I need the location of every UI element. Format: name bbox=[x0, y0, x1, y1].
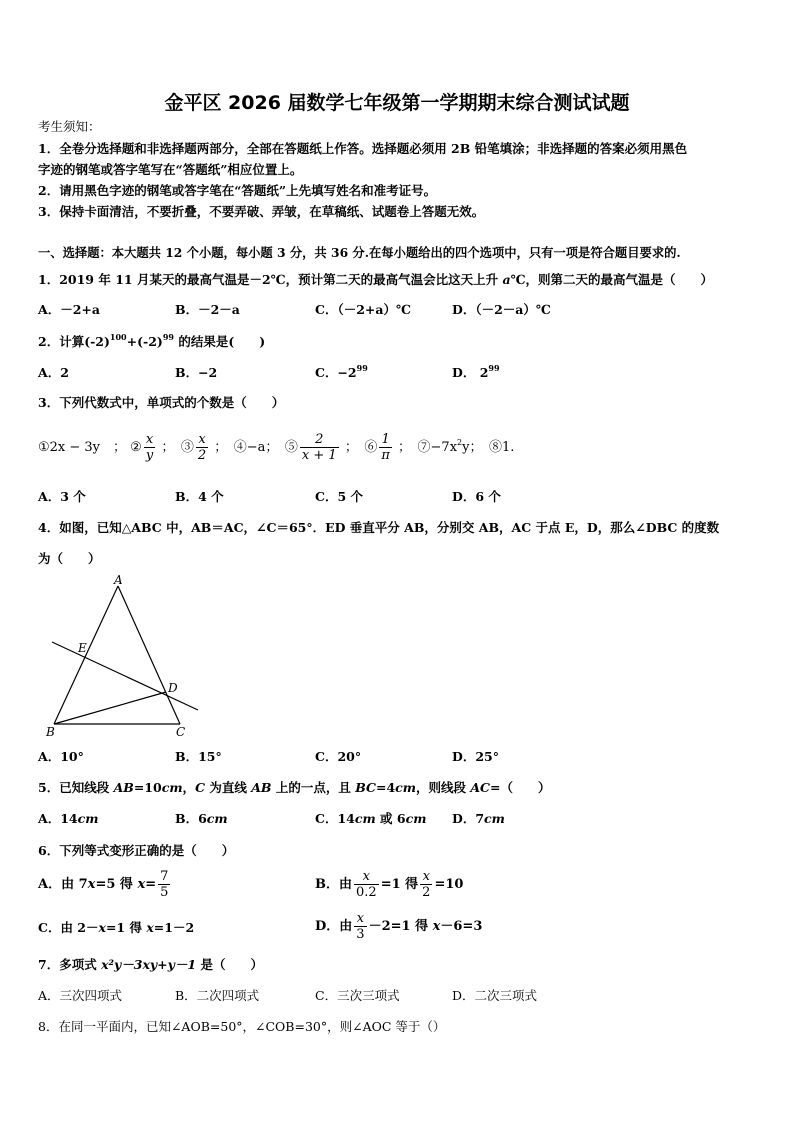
q2-option-d: D． $2^{99}$ bbox=[452, 363, 500, 380]
q3-option-d: D．6 个 bbox=[452, 489, 501, 504]
q7-stem: 7．多项式 x²y－3xy+y－1 是（ ） bbox=[38, 957, 263, 972]
q5-option-d: D．7cm bbox=[452, 811, 505, 826]
q4-option-d: D．25° bbox=[452, 749, 499, 764]
q5-stem: 5．已知线段 AB=10cm，C 为直线 AB 上的一点，且 BC=4cm，则线段 AC=（ ） bbox=[38, 780, 551, 795]
q4-stem-line1: 4．如图，已知△ABC 中，AB＝AC，∠C＝65°．ED 垂直平分 AB，分别交 AB，AC 于点 E，D，那么∠DBC 的度数 bbox=[38, 520, 720, 535]
label-d: D bbox=[168, 681, 178, 695]
q6-option-b: B．由 $\frac{x}{0.2}$ =1 得 $\frac{x}{2}$ =10 bbox=[315, 869, 464, 900]
q5-option-b: B．6cm bbox=[175, 811, 228, 826]
q3-option-b: B．4 个 bbox=[175, 489, 224, 504]
q6-option-a: A．由 7x=5 得 x= $\frac{7}{5}$ bbox=[38, 869, 169, 900]
q5-option-a: A．14cm bbox=[38, 811, 99, 826]
label-e: E bbox=[78, 641, 87, 655]
q8-stem: 8．在同一平面内，已知∠AOB=50°，∠COB=30°，则∠AOC 等于（） bbox=[38, 1019, 446, 1034]
fraction-x-over-0.2: $\frac{x}{0.2}$ bbox=[356, 869, 377, 900]
q2-option-a: A．2 bbox=[38, 365, 69, 380]
fraction-x-over-2-b: $\frac{x}{2}$ bbox=[422, 869, 431, 900]
q4-option-a: A．10° bbox=[38, 749, 84, 764]
notice-heading: 考生须知： bbox=[38, 119, 101, 134]
q6-option-d: D．由 $\frac{x}{3}$ －2=1 得 x－6=3 bbox=[315, 911, 483, 942]
q1-option-b: B．－2－a bbox=[175, 302, 240, 317]
q2-stem: 2．计算$(-2)^{100}+(-2)^{99}$ 的结果是( ) bbox=[38, 332, 266, 349]
q4-stem-line2: 为（ ） bbox=[38, 551, 101, 566]
section-heading: 一、选择题：本大题共 12 个小题，每小题 3 分，共 36 分.在每小题给出的四个选项中，只有一项是符合题目要求的. bbox=[38, 245, 681, 260]
fraction-2-over-x-plus-1: $\frac{2}{x + 1}$ bbox=[301, 432, 337, 463]
q3-option-a: A．3 个 bbox=[38, 489, 86, 504]
q7-option-a: A．三次四项式 bbox=[38, 988, 123, 1003]
triangle-figure bbox=[36, 572, 211, 742]
label-a: A bbox=[114, 573, 123, 587]
notice-item-3: 3．保持卡面清洁，不要折叠，不要弄破、弄皱，在草稿纸、试题卷上答题无效。 bbox=[38, 204, 485, 219]
line-ed bbox=[52, 642, 198, 710]
q7-option-c: C．三次三项式 bbox=[315, 988, 400, 1003]
q7-option-b: B．二次四项式 bbox=[175, 988, 260, 1003]
q3-option-c: C．5 个 bbox=[315, 489, 363, 504]
q2-option-c: C．$-2^{99}$ bbox=[315, 363, 368, 380]
q1-option-a: A．－2+a bbox=[38, 302, 100, 317]
segment-bd bbox=[54, 692, 166, 724]
q1-option-c: C．（－2+a）℃ bbox=[315, 302, 411, 317]
label-b: B bbox=[46, 725, 55, 739]
fraction-1-over-pi: $\frac{1}{\pi}$ bbox=[381, 432, 390, 463]
q6-stem: 6．下列等式变形正确的是（ ） bbox=[38, 843, 235, 858]
side-ab bbox=[54, 586, 118, 724]
exam-title: 金平区 2026 届数学七年级第一学期期末综合测试试题 bbox=[164, 92, 630, 114]
q2-option-b: B．−2 bbox=[175, 365, 218, 380]
q3-stem: 3．下列代数式中，单项式的个数是（ ） bbox=[38, 395, 285, 410]
q6-option-c: C．由 2－x=1 得 x=1－2 bbox=[38, 920, 195, 935]
notice-item-1-cont: 字迹的钢笔或答字笔写在“答题纸”相应位置上。 bbox=[38, 162, 303, 177]
q3-expressions: ①2x − 3y ； ② $\frac{x}{y}$ ； ③ $\frac{x}{2}$ ； ④−a； ⑤ $\frac{2}{x + 1}$ ； ⑥ $\frac{1}{\pi}$ ； $⑦-7x^2y$； ⑧1. bbox=[38, 432, 515, 463]
q4-option-b: B．15° bbox=[175, 749, 222, 764]
notice-item-2: 2．请用黑色字迹的钢笔或答字笔在“答题纸”上先填写姓名和准考证号。 bbox=[38, 183, 437, 198]
q5-option-c: C．14cm 或 6cm bbox=[315, 811, 427, 826]
q4-option-c: C．20° bbox=[315, 749, 362, 764]
fraction-7-over-5: $\frac{7}{5}$ bbox=[160, 869, 169, 900]
q1-stem: 1．2019 年 11 月某天的最高气温是－2℃，预计第二天的最高气温会比这天上升 a℃，则第二天的最高气温是（ ） bbox=[38, 272, 714, 287]
label-c: C bbox=[176, 725, 186, 739]
q7-option-d: D．二次三项式 bbox=[452, 988, 538, 1003]
fraction-x-over-y: $\frac{x}{y}$ bbox=[145, 432, 154, 463]
fraction-x-over-2: $\frac{x}{2}$ bbox=[197, 432, 207, 463]
fraction-x-over-3: $\frac{x}{3}$ bbox=[356, 911, 365, 942]
notice-item-1: 1．全卷分选择题和非选择题两部分，全部在答题纸上作答。选择题必须用 2B 铅笔填涂；非选择题的答案必须用黑色 bbox=[38, 141, 688, 156]
q1-option-d: D．（－2－a）℃ bbox=[452, 302, 551, 317]
